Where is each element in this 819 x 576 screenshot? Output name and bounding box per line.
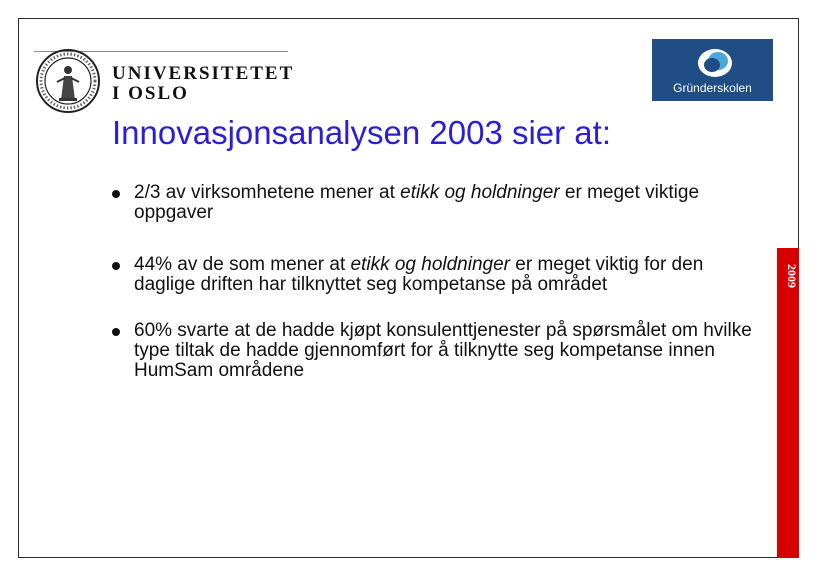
bullet-emphasis: etikk og holdninger	[350, 254, 510, 275]
year-label: 2009	[785, 264, 799, 288]
bullet-list	[108, 183, 768, 413]
bullet-icon	[112, 262, 120, 270]
slide-title: Innovasjonsanalysen 2003 sier at:	[112, 114, 611, 151]
logo-text: Gründerskolen	[673, 81, 752, 95]
year-side-bar	[777, 248, 799, 558]
list-item	[108, 321, 768, 381]
bullet-text: 2/3 av virksomhetene mener at	[134, 182, 401, 203]
bullet-icon	[112, 190, 120, 198]
bullet-text: 60% svarte at de hadde kjøpt konsulenttjenester på spørsmålet om hvilke type tiltak de hadde gjennomført for å tilknytte seg kompetanse innen HumSam områdene	[134, 320, 752, 381]
bullet-text-end: er meget viktige oppgaver	[134, 182, 700, 223]
university-city: I OSLO	[112, 83, 189, 104]
bullet-text-end: er meget viktig for den daglige driften har tilknyttet seg kompetanse på området	[134, 254, 704, 295]
grunderskolen-logo	[652, 39, 773, 101]
list-item	[108, 183, 768, 223]
bullet-text: 44% av de som mener at	[134, 254, 351, 275]
university-seal-icon	[35, 48, 101, 114]
university-name: UNIVERSITETET	[112, 63, 295, 84]
bullet-icon	[112, 328, 120, 336]
list-item	[108, 255, 768, 295]
bullet-emphasis: etikk og holdninger	[400, 182, 560, 203]
